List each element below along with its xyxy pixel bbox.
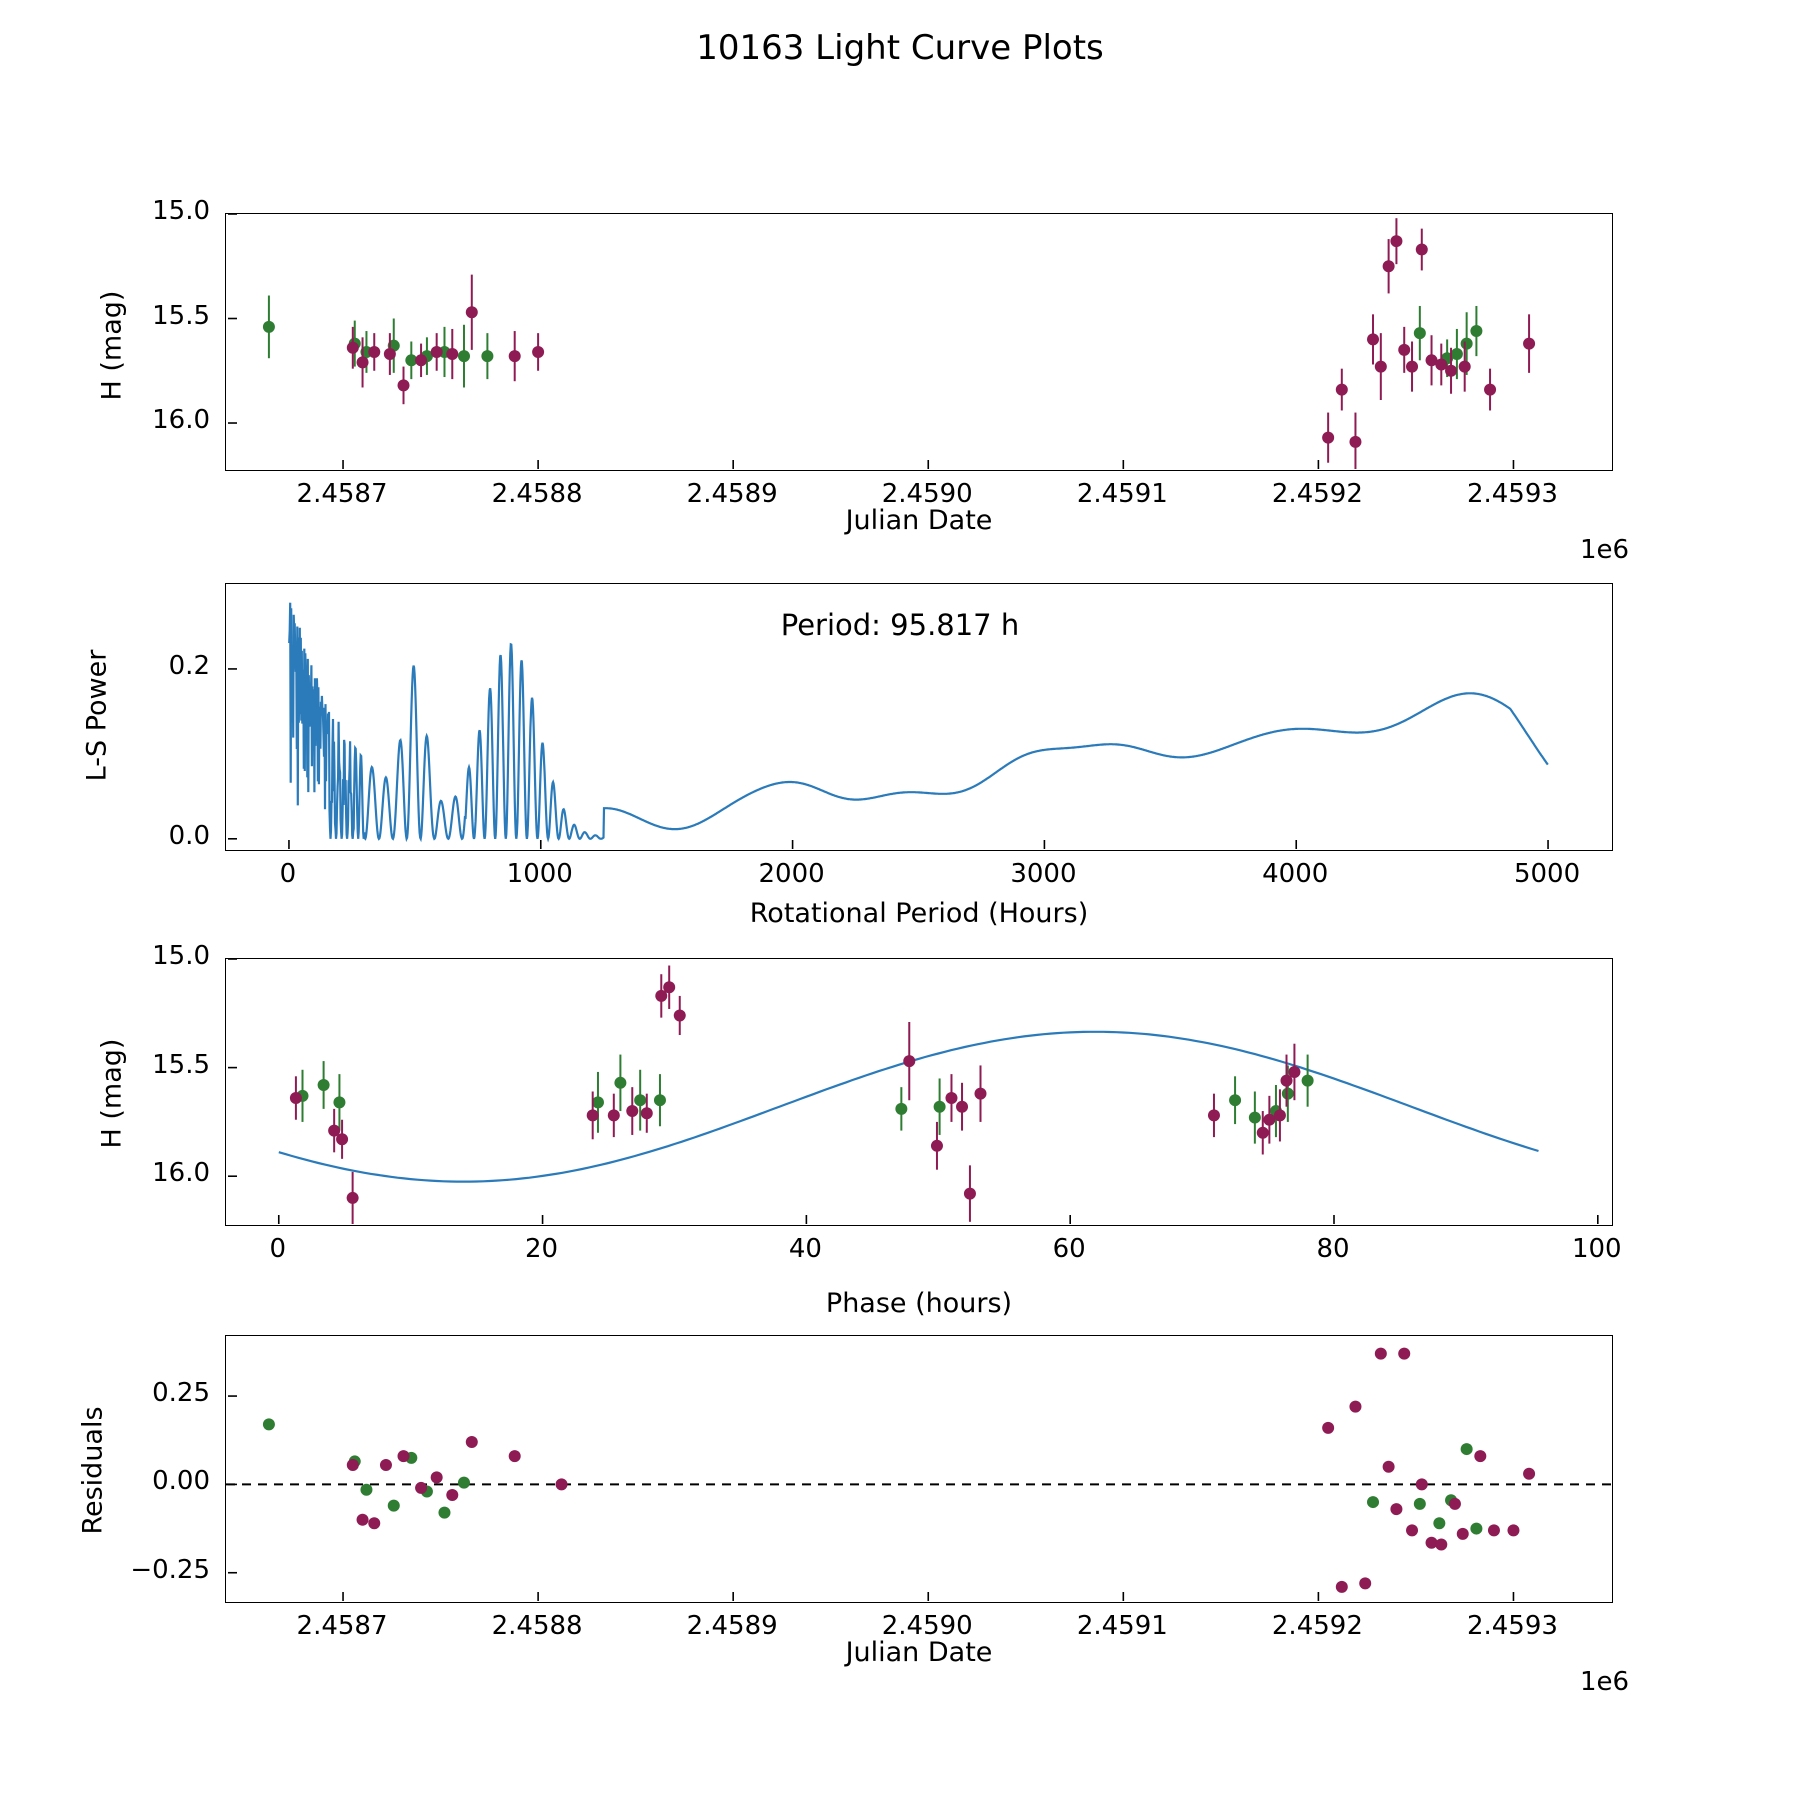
series-green-band (297, 1055, 1314, 1144)
periodogram-xlabel: Rotational Period (Hours) (749, 898, 1089, 929)
y-tick-label: −0.25 (130, 1554, 210, 1585)
x-tick-label: 3000 (1010, 859, 1077, 889)
x-tick-label: 0 (269, 1234, 287, 1264)
series-purple-band (347, 218, 1535, 469)
x-tick-label: 20 (525, 1234, 559, 1264)
x-tick-label: 5000 (1513, 859, 1581, 889)
series-purple-band (290, 966, 1301, 1224)
x-tick-label: 1000 (506, 859, 573, 889)
x-tick-label: 2.4588 (491, 479, 583, 509)
y-tick-label: 16.0 (152, 1158, 210, 1189)
y-tick-label: 15.5 (152, 1049, 210, 1080)
x-tick-label: 2.4587 (296, 479, 388, 509)
x-tick-label: 2.4590 (881, 479, 973, 509)
y-tick-label: 0.0 (168, 820, 210, 851)
y-tick-label: 15.0 (152, 196, 210, 226)
lightcurve-x-offset: 1e6 (1580, 535, 1630, 565)
x-tick-label: 80 (1316, 1234, 1350, 1264)
x-tick-label: 2.4587 (296, 1611, 388, 1641)
y-tick-label: 0.2 (168, 650, 210, 681)
lightcurve-ylabel: H (mag) (96, 290, 128, 401)
y-tick-label: 16.0 (152, 405, 210, 436)
lightcurve-plot-area (226, 214, 1611, 469)
residuals-panel (225, 1335, 1613, 1603)
x-tick-label: 2.4588 (491, 1611, 583, 1641)
lightcurve-xlabel: Julian Date (845, 505, 993, 536)
phased-panel (225, 958, 1613, 1226)
x-tick-label: 40 (788, 1234, 822, 1264)
x-tick-label: 2000 (758, 859, 825, 889)
series-green-band (263, 296, 1482, 388)
x-tick-label: 2.4593 (1466, 479, 1558, 509)
phased-xlabel: Phase (hours) (825, 1288, 1013, 1319)
x-tick-label: 0 (279, 859, 297, 889)
y-tick-label: 15.5 (152, 300, 210, 331)
x-tick-label: 2.4589 (686, 479, 778, 509)
y-tick-label: 15.0 (152, 941, 210, 971)
period-annotation: Period: 95.817 h (780, 608, 1020, 642)
x-tick-label: 2.4591 (1076, 479, 1168, 509)
periodogram-ylabel: L-S Power (81, 649, 113, 782)
series-green-band (263, 1418, 1482, 1534)
x-tick-label: 2.4590 (881, 1611, 973, 1641)
x-tick-label: 100 (1571, 1234, 1622, 1264)
residuals-ylabel: Residuals (77, 1406, 109, 1535)
phased-plot-area (226, 959, 1611, 1224)
residuals-xlabel: Julian Date (845, 1637, 993, 1668)
phased-ylabel: H (mag) (96, 1038, 128, 1149)
x-tick-label: 60 (1052, 1234, 1086, 1264)
figure-title: 10163 Light Curve Plots (696, 28, 1104, 68)
residuals-plot-area (226, 1336, 1611, 1601)
y-tick-label: 0.00 (152, 1466, 210, 1497)
lightcurve-panel (225, 213, 1613, 471)
x-tick-label: 2.4593 (1466, 1611, 1558, 1641)
x-tick-label: 2.4592 (1271, 479, 1363, 509)
y-tick-label: 0.25 (152, 1378, 210, 1409)
residuals-x-offset: 1e6 (1580, 1667, 1630, 1697)
x-tick-label: 2.4591 (1076, 1611, 1168, 1641)
x-tick-label: 2.4592 (1271, 1611, 1363, 1641)
x-tick-label: 2.4589 (686, 1611, 778, 1641)
series-purple-band (347, 1348, 1535, 1593)
x-tick-label: 4000 (1262, 859, 1329, 889)
